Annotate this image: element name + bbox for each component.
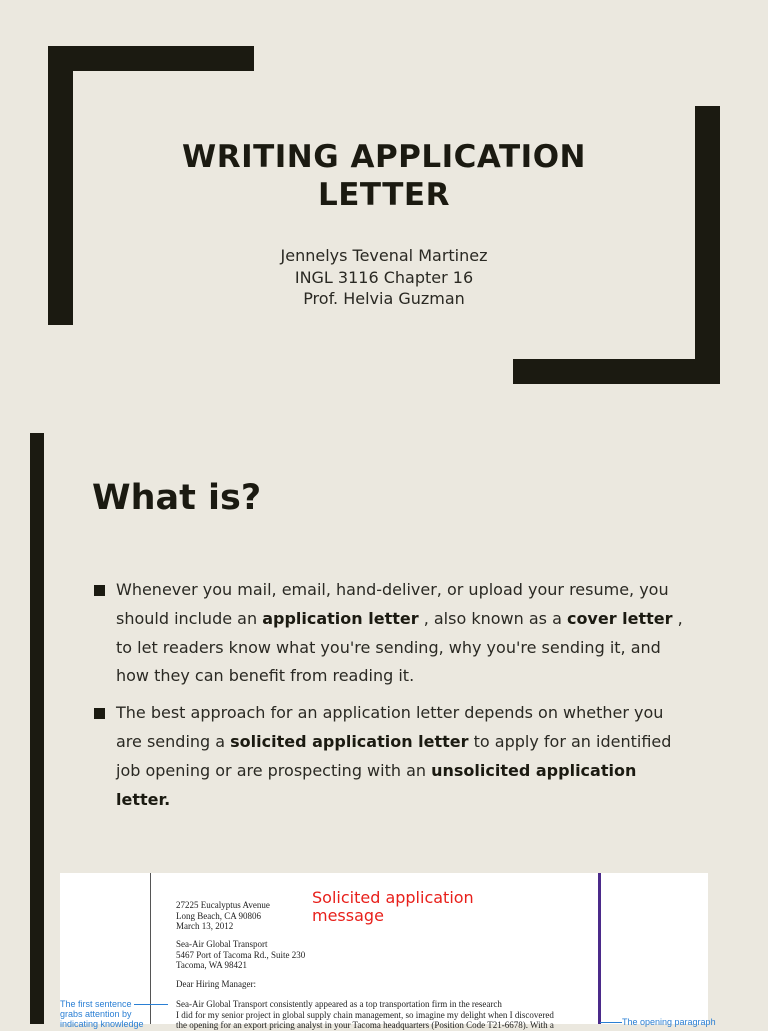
letter-body: Sea-Air Global Transport consistently appeared as a top transportation firm in the research I did for my senior project in global supply chain management, so imagine my delight when I discovered the opening for an export pricing analyst in your Tacoma headquarters (Position Code T21-6678). With a [176,999,554,1030]
author-name: Jennelys Tevenal Martinez [280,246,488,265]
bullet-text: The best approach for an application letter depends on whether you are sending a [116,703,664,751]
term-solicited-letter: solicited application letter [230,731,469,751]
bullet-text: , also known as a [418,608,567,628]
sample-letter-image [60,873,716,1030]
term-unsolicited-letter: unsolicited application letter. [116,760,637,809]
title-slide [0,0,768,415]
corner-bracket-bottom-right-horizontal [513,359,720,384]
bullet-square-icon [94,585,105,596]
corner-bracket-top-left-horizontal [48,46,254,71]
annotation-right-arrow [600,1022,622,1023]
title-line-1: WRITING APPLICATION [182,139,586,175]
salutation: Dear Hiring Manager: [176,979,256,989]
corner-bracket-bottom-right-vertical [695,106,720,384]
left-margin-line [150,873,151,1024]
slide-heading: What is? [92,478,262,518]
bullet-text: , to let readers know what you're sending, why you're sending it, and how they can benefit from reading it. [116,608,683,686]
term-application-letter: application letter [262,608,419,628]
term-cover-letter: cover letter [566,608,673,628]
professor-name: Prof. Helvia Guzman [303,289,465,308]
recipient-address: Sea-Air Global Transport 5467 Port of Tacoma Rd., Suite 230 Tacoma, WA 98421 [176,939,306,970]
bullet-square-icon [94,708,105,719]
bullet-item-2 [92,699,692,814]
image-caption: Solicited application message [312,888,474,925]
title-line-2: LETTER [318,177,450,213]
sender-address: 27225 Eucalyptus Avenue Long Beach, CA 90806 March 13, 2012 [176,900,270,931]
bullet-list [92,576,692,822]
left-accent-bar [30,433,44,1024]
course-chapter: INGL 3116 Chapter 16 [294,267,474,287]
bullet-item-1 [92,576,692,691]
annotation-right: The opening paragraph [622,1017,716,1027]
bullet-text: Whenever you mail, email, hand-deliver, or upload your resume, you should include an [116,580,669,628]
annotation-left: The first sentence grabs attention by indicating knowledge [60,999,144,1029]
annotation-left-arrow [134,1004,168,1005]
corner-bracket-top-left-vertical [48,46,73,325]
bullet-text: to apply for an identified job opening or are prospecting with an [116,731,672,780]
right-margin-line [598,873,601,1024]
presentation-subtitle [150,245,618,310]
presentation-title [150,138,618,214]
